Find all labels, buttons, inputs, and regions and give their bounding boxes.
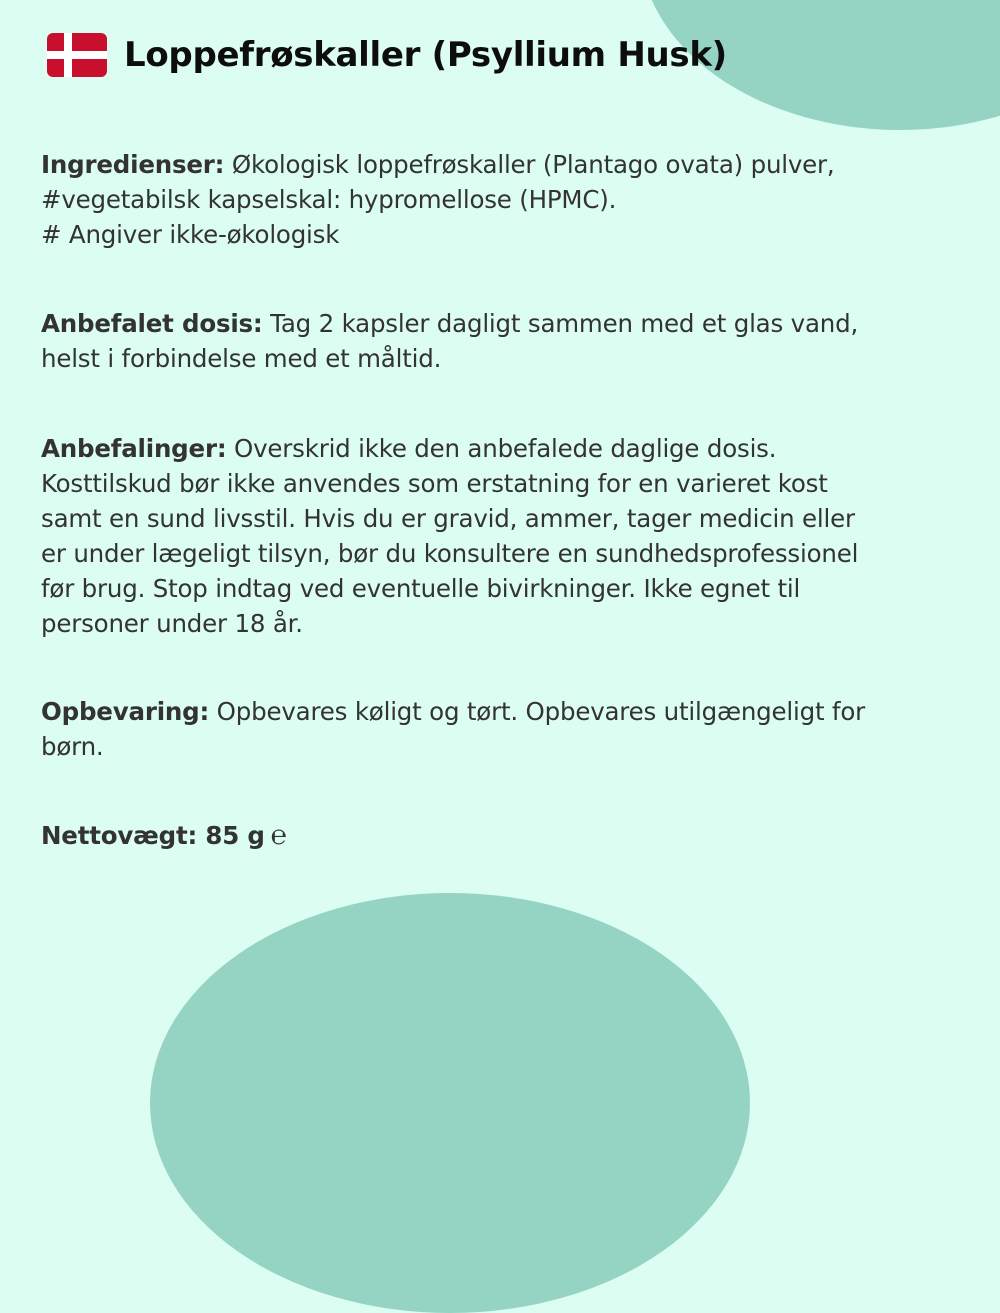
section-anbefalet-dosis bbox=[41, 306, 946, 376]
decorative-blob-bottom bbox=[150, 893, 750, 1313]
anbefalinger-line-4: er under lægeligt tilsyn, bør du konsultere en sundhedsprofessionel bbox=[41, 539, 859, 568]
page-title: Loppefrøskaller (Psyllium Husk) bbox=[124, 35, 727, 75]
anbefalinger-label: Anbefalinger: bbox=[41, 434, 227, 463]
netto-label: Nettovægt: 85 g bbox=[41, 821, 265, 850]
ingredienser-text: Økologisk loppefrøskaller (Plantago ovata) pulver, bbox=[224, 150, 835, 179]
header bbox=[47, 33, 727, 77]
opbevaring-label: Opbevaring: bbox=[41, 697, 210, 726]
anbefalinger-line-2: Kosttilskud bør ikke anvendes som erstatning for en varieret kost bbox=[41, 469, 828, 498]
danish-flag-icon bbox=[47, 33, 107, 77]
opbevaring-text: Opbevares køligt og tørt. Opbevares utilgængeligt for bbox=[209, 697, 866, 726]
anbefalinger-line-3: samt en sund livsstil. Hvis du er gravid, ammer, tager medicin eller bbox=[41, 504, 855, 533]
anbefalinger-line-6: personer under 18 år. bbox=[41, 609, 303, 638]
section-ingredienser bbox=[41, 147, 946, 252]
ingredienser-line-2: #vegetabilsk kapselskal: hypromellose (HPMC). bbox=[41, 185, 617, 214]
netto-line bbox=[41, 818, 946, 853]
product-info bbox=[41, 147, 946, 853]
anbefalinger-text: Overskrid ikke den anbefalede daglige dosis. bbox=[226, 434, 777, 463]
section-anbefalinger bbox=[41, 431, 946, 641]
section-opbevaring bbox=[41, 694, 946, 764]
dosis-label: Anbefalet dosis: bbox=[41, 309, 263, 338]
ingredienser-line-1 bbox=[41, 147, 946, 182]
estimated-sign-icon: ℮ bbox=[270, 820, 287, 851]
ingredienser-line-3: # Angiver ikke-økologisk bbox=[41, 220, 340, 249]
ingredienser-label: Ingredienser: bbox=[41, 150, 225, 179]
dosis-line-1 bbox=[41, 306, 946, 341]
anbefalinger-line-1 bbox=[41, 431, 946, 466]
anbefalinger-line-5: før brug. Stop indtag ved eventuelle bivirkninger. Ikke egnet til bbox=[41, 574, 801, 603]
opbevaring-line-1 bbox=[41, 694, 946, 729]
dosis-line-2: helst i forbindelse med et måltid. bbox=[41, 344, 442, 373]
dosis-text: Tag 2 kapsler dagligt sammen med et glas vand, bbox=[262, 309, 859, 338]
opbevaring-line-2: børn. bbox=[41, 732, 104, 761]
section-nettovaegt bbox=[41, 818, 946, 853]
